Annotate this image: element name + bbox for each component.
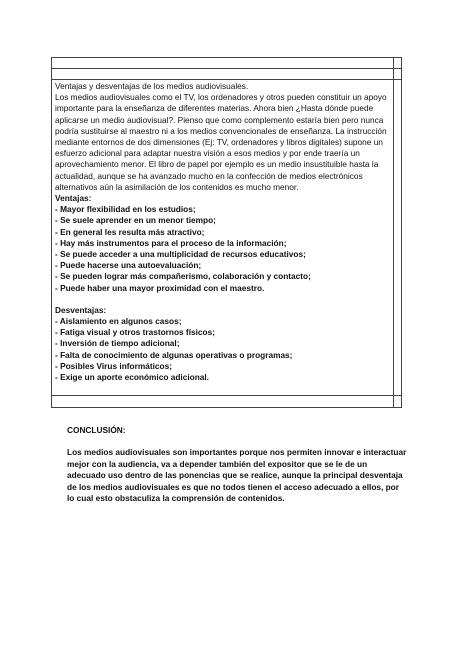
- table-border-bottom: [51, 407, 402, 408]
- list-item: - Exige un aporte económico adicional.: [55, 372, 209, 383]
- ventajas-title: Ventajas:: [55, 193, 92, 204]
- section-heading: Ventajas y desventajas de los medios audiovisuales.: [55, 81, 249, 91]
- list-item: - Aislamiento en algunos casos;: [55, 316, 182, 327]
- table-row-divider: [51, 68, 402, 69]
- list-item: - Inversión de tiempo adicional;: [55, 338, 180, 349]
- ventajas-list: [55, 204, 391, 294]
- desventajas-list: [55, 316, 391, 383]
- list-item: - Se suele aprender en un menor tiempo;: [55, 215, 216, 226]
- list-item: - Puede hacerse una autoevaluación;: [55, 260, 202, 271]
- list-item: - Mayor flexibilidad en los estudios;: [55, 204, 196, 215]
- list-item: - Se puede acceder a una multiplicidad de recursos educativos;: [55, 249, 306, 260]
- table-border-top: [51, 57, 402, 58]
- desventajas-title: Desventajas:: [55, 304, 107, 315]
- list-item: - Puede haber una mayor proximidad con el maestro.: [55, 282, 265, 293]
- table-column-divider: [393, 57, 394, 408]
- spacer: [55, 294, 391, 305]
- table-border-right: [401, 57, 402, 408]
- list-item: - Se pueden lograr más compañerismo, colaboración y contacto;: [55, 271, 311, 282]
- table-row-divider: [51, 395, 402, 396]
- list-item: - Fatiga visual y otros trastornos físicos;: [55, 327, 215, 338]
- intro-paragraph: Los medios audiovisuales como el TV, los ordenadores y otros pueden constituir un apoyo importante para la enseñanza de diferentes materias. Ahora bien ¿Hasta dónde puede aplicarse un medio audiovisual?. Pienso que como complemento estaría bien pero nunca podría sustituirse al maestro ni a los medios convencionales de enseñanza. La instrucción mediante entornos de dos dimensiones (Ej: TV, ordenadores y libros digitales) supone un esfuerzo adicional para adaptar nuestra visión a esos medios y por ende traería un aprovechamiento menor. El libro de papel por ejemplo es un medio insustituible hasta la actualidad, aunque se ha avanzado mucho en la confección de medios electrónicos alternativos aún la asimilación de los contenidos es mucho menor.: [55, 92, 387, 192]
- list-item: - En general les resulta más atractivo;: [55, 226, 205, 237]
- table-content-cell: [55, 81, 391, 383]
- conclusion-title: CONCLUSIÓN:: [67, 425, 126, 435]
- list-item: - Falta de conocimiento de algunas operativas o programas;: [55, 349, 293, 360]
- conclusion-body: Los medios audiovisuales son importantes porque nos permiten innovar e interactuar mejor con la audiencia, va a depender también del expositor que se le de un adecuado uso dentro de las ponencias que se realice, aunque la principal desventaja de los medios audiovisuales es que no todos tienen el acceso adecuado a ellos, por lo cual esto obstaculiza la comprensión de contenidos.: [67, 447, 407, 504]
- conclusion-section: [67, 425, 407, 504]
- list-item: - Hay más instrumentos para el proceso de la información;: [55, 237, 287, 248]
- table-row-divider: [51, 79, 402, 80]
- table-border-left: [51, 57, 52, 408]
- list-item: - Posibles Virus informáticos;: [55, 360, 172, 371]
